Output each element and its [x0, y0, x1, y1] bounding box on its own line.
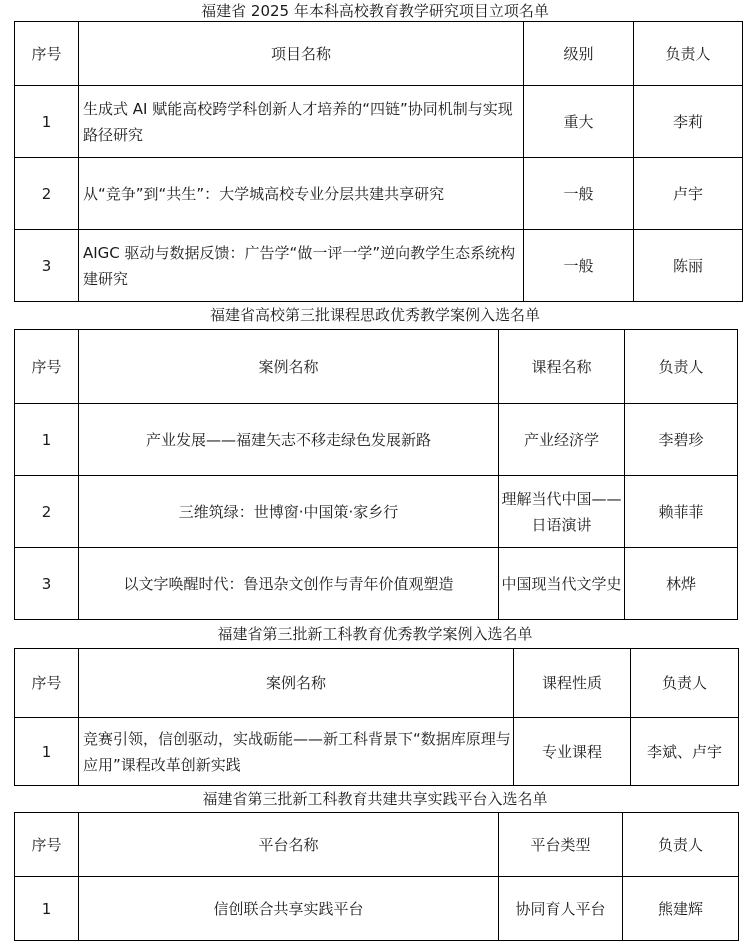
case-leader: 赖菲菲 — [625, 476, 738, 548]
table-row — [15, 158, 743, 230]
header-case-name: 案例名称 — [79, 649, 514, 718]
table-row — [15, 86, 743, 158]
case-leader: 李碧珍 — [625, 404, 738, 476]
case-leader: 林烨 — [625, 548, 738, 620]
table-row — [15, 404, 738, 476]
project-name: 生成式 AI 赋能高校跨学科创新人才培养的“四链”协同机制与实现路径研究 — [79, 86, 524, 158]
section-3-title: 福建省第三批新工科教育优秀教学案例入选名单 — [217, 625, 533, 643]
row-no: 1 — [15, 404, 79, 476]
header-platform-type: 平台类型 — [499, 813, 623, 877]
header-course-nature: 课程性质 — [514, 649, 631, 718]
table-header-row — [15, 813, 739, 877]
case-leader: 李斌、卢宇 — [631, 718, 739, 786]
section-4-title: 福建省第三批新工科教育共建共享实践平台入选名单 — [202, 790, 548, 808]
course-name: 产业经济学 — [499, 404, 625, 476]
case-name: 以文字唤醒时代：鲁迅杂文创作与青年价值观塑造 — [79, 548, 499, 620]
case-name: 竞赛引领，信创驱动，实战砺能——新工科背景下“数据库原理与应用”课程改革创新实践 — [79, 718, 514, 786]
platform-leader: 熊建辉 — [623, 877, 739, 941]
section-2-title: 福建省高校第三批课程思政优秀教学案例入选名单 — [209, 306, 540, 324]
project-name: 从“竞争”到“共生”：大学城高校专业分层共建共享研究 — [79, 158, 524, 230]
section-1-title: 福建省 2025 年本科高校教育教学研究项目立项名单 — [201, 2, 549, 20]
project-leader: 李莉 — [634, 86, 743, 158]
row-no: 3 — [15, 230, 79, 302]
table-row — [15, 718, 739, 786]
header-no: 序号 — [15, 330, 79, 404]
project-name: AIGC 驱动与数据反馈：广告学“做一评一学”逆向教学生态系统构建研究 — [79, 230, 524, 302]
row-no: 2 — [15, 476, 79, 548]
row-no: 1 — [15, 86, 79, 158]
platform-name: 信创联合共享实践平台 — [79, 877, 499, 941]
platform-type: 协同育人平台 — [499, 877, 623, 941]
project-level: 重大 — [524, 86, 634, 158]
course-nature: 专业课程 — [514, 718, 631, 786]
case-name: 产业发展——福建矢志不移走绿色发展新路 — [79, 404, 499, 476]
table-row — [15, 548, 738, 620]
row-no: 3 — [15, 548, 79, 620]
header-case-name: 案例名称 — [79, 330, 499, 404]
header-leader: 负责人 — [631, 649, 739, 718]
table-header-row — [15, 22, 743, 86]
section-3-table — [14, 648, 739, 786]
project-leader: 陈丽 — [634, 230, 743, 302]
row-no: 2 — [15, 158, 79, 230]
header-course-name: 课程名称 — [499, 330, 625, 404]
course-name: 中国现当代文学史 — [499, 548, 625, 620]
section-1-table — [14, 21, 743, 302]
table-header-row — [15, 330, 738, 404]
header-no: 序号 — [15, 813, 79, 877]
header-no: 序号 — [15, 22, 79, 86]
project-level: 一般 — [524, 230, 634, 302]
project-level: 一般 — [524, 158, 634, 230]
course-name: 理解当代中国——日语演讲 — [499, 476, 625, 548]
header-leader: 负责人 — [634, 22, 743, 86]
header-project-name: 项目名称 — [79, 22, 524, 86]
table-row — [15, 476, 738, 548]
header-level: 级别 — [524, 22, 634, 86]
header-no: 序号 — [15, 649, 79, 718]
table-row — [15, 230, 743, 302]
case-name: 三维筑绿：世博窗·中国策·家乡行 — [79, 476, 499, 548]
section-4-table — [14, 812, 739, 941]
table-header-row — [15, 649, 739, 718]
header-leader: 负责人 — [623, 813, 739, 877]
row-no: 1 — [15, 877, 79, 941]
header-platform-name: 平台名称 — [79, 813, 499, 877]
table-row — [15, 877, 739, 941]
project-leader: 卢宇 — [634, 158, 743, 230]
section-2-table — [14, 329, 738, 620]
row-no: 1 — [15, 718, 79, 786]
header-leader: 负责人 — [625, 330, 738, 404]
